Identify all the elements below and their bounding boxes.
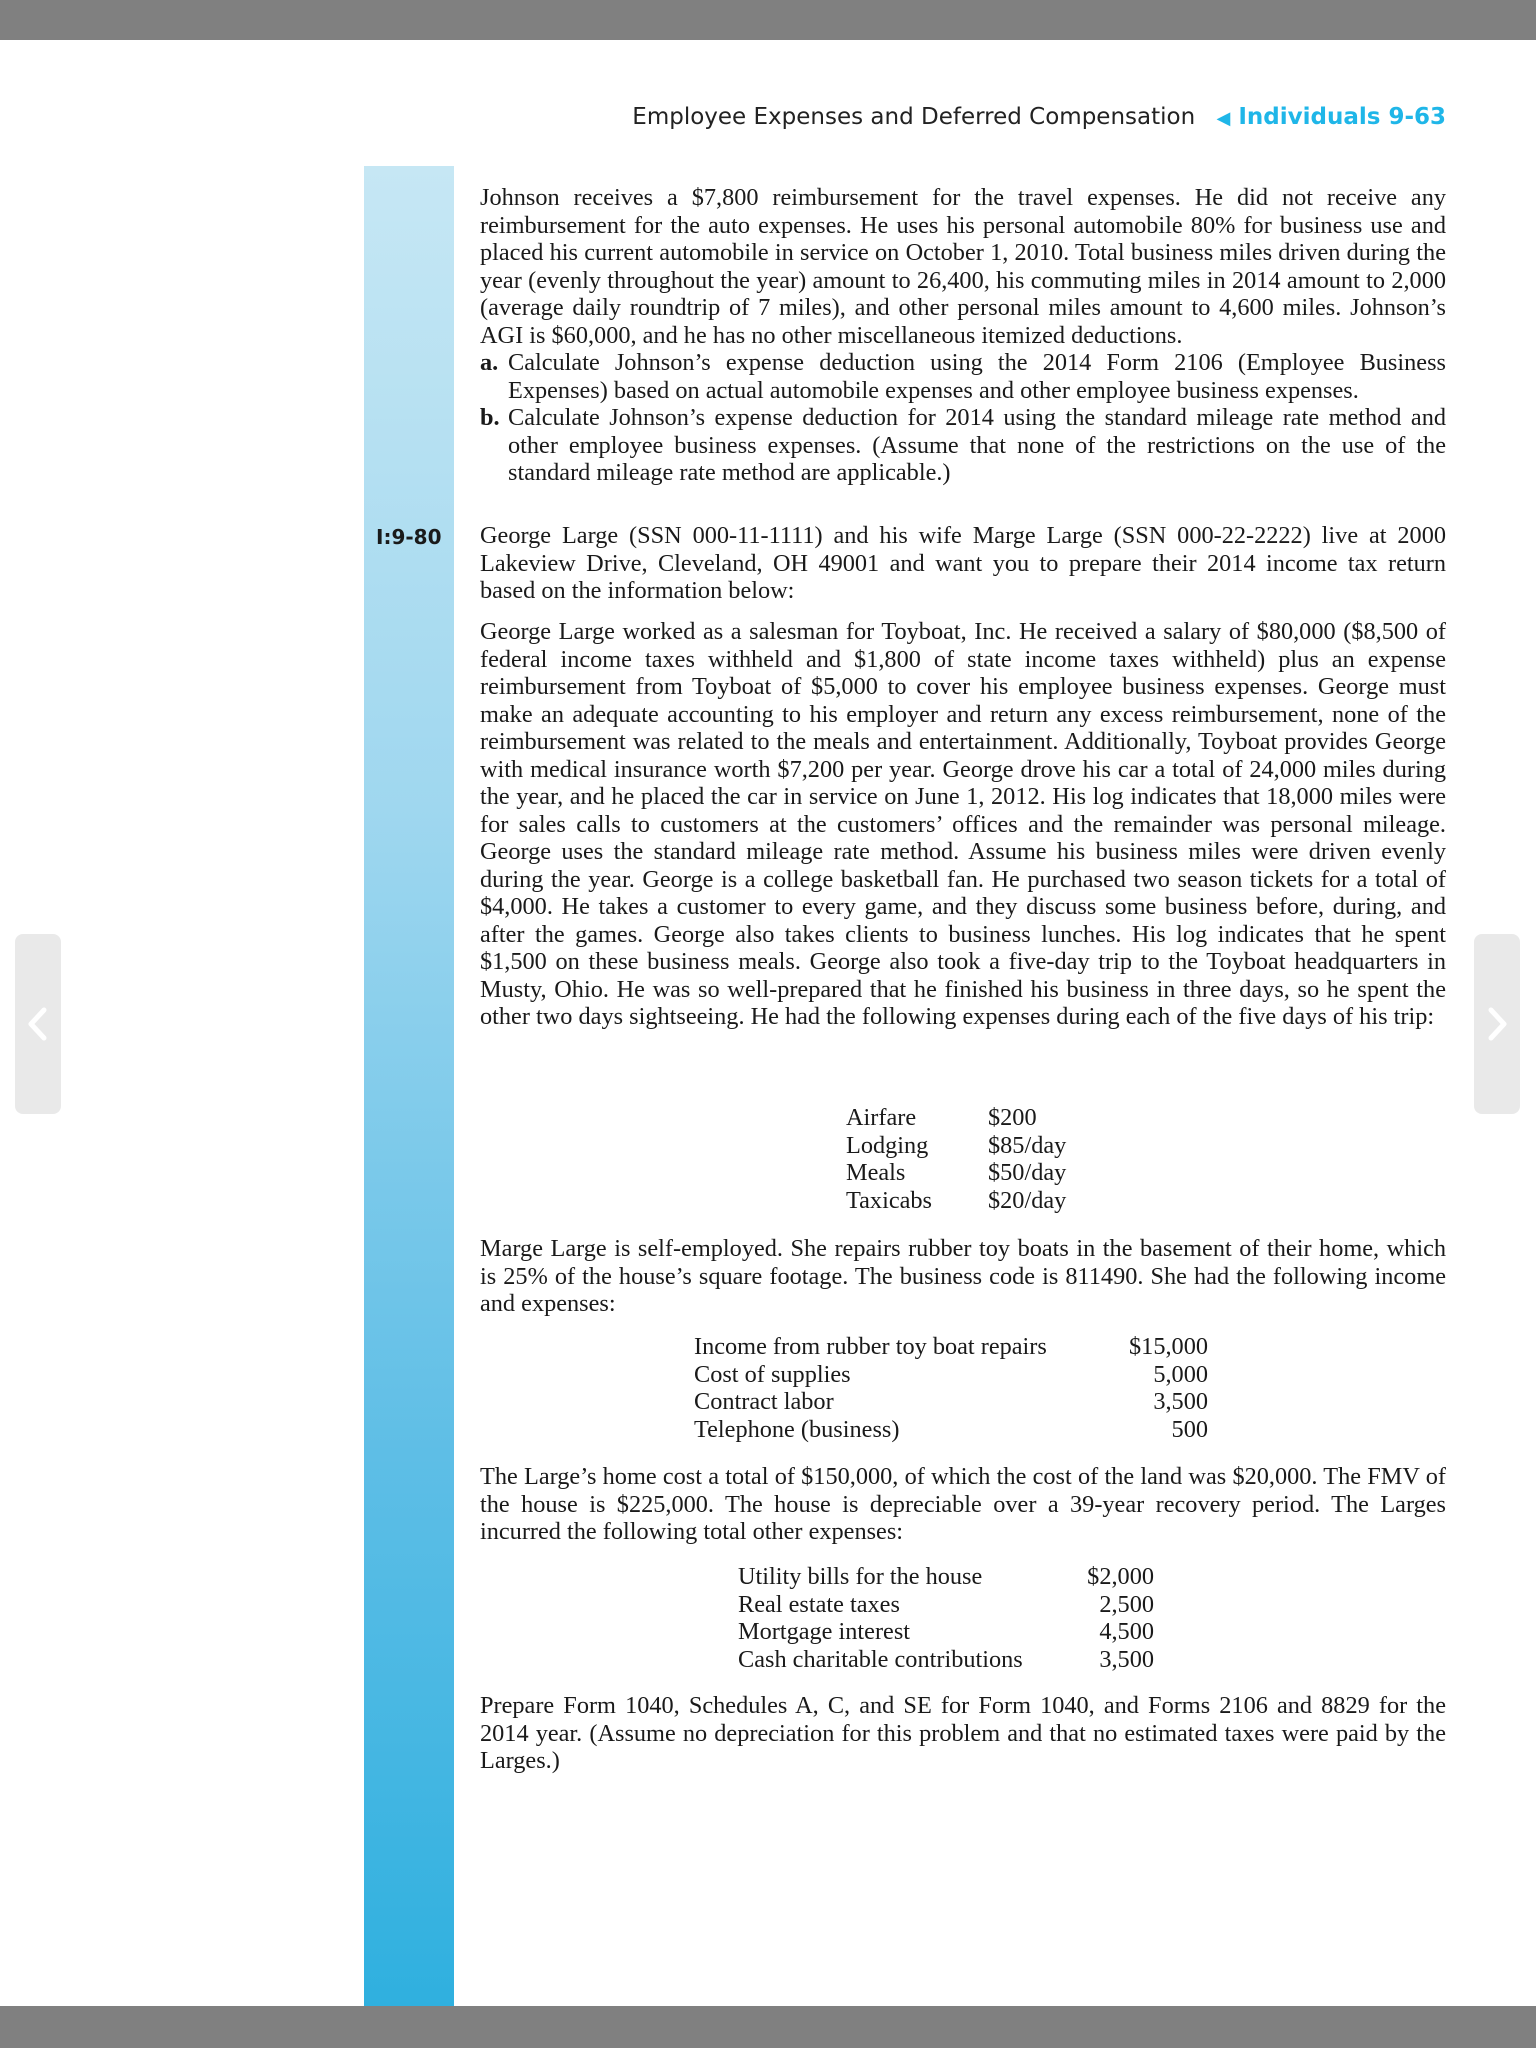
other-item: Utility bills for the house [738,1563,983,1590]
trip-expenses-table [846,1104,1066,1214]
other-amount: 3,500 [1099,1645,1154,1673]
table-row [694,1333,1208,1361]
expense-item: Lodging [846,1131,929,1159]
expense-item: Taxicabs [846,1186,932,1214]
marge-paragraph: Marge Large is self-employed. She repairs rubber toy boats in the basement of their home, which is 25% of the house’s square footage. The business code is 811490. She had the following income and expenses: [480,1235,1446,1317]
table-row [738,1646,1154,1674]
table-row [738,1618,1154,1646]
intro-paragraph: George Large (SSN 000-11-1111) and his wife Marge Large (SSN 000-22-2222) live at 2000 Lakeview Drive, Cleveland, OH 49001 and want you to prepare their 2014 income tax return based on the information below: [480,522,1446,604]
expense-item: Airfare [846,1104,917,1131]
item-text: Calculate Johnson’s expense deduction using the 2014 Form 2106 (Employee Business Expenses) based on actual automobile expenses and other employee business expenses. [508,349,1446,404]
chevron-left-icon [26,1006,50,1042]
section-page-number: Individuals 9-63 [1238,104,1446,130]
george-section [480,618,1446,1031]
expense-amount: $85/day [988,1131,1067,1159]
running-header [632,104,1446,130]
table-row [846,1104,1066,1132]
table-row [846,1159,1066,1187]
table-row [694,1361,1208,1389]
chevron-right-icon [1485,1006,1509,1042]
expense-amount: $200 [988,1104,1037,1131]
final-paragraph: Prepare Form 1040, Schedules A, C, and SE for Form 1040, and Forms 2106 and 8829 for the 2014 year. (Assume no depreciation for this problem and that no estimated taxes were paid by the Larges.) [480,1692,1446,1774]
expense-item: Meals [846,1159,906,1186]
table-row [694,1388,1208,1416]
marge-section [480,1235,1446,1318]
business-item: Cost of supplies [694,1360,851,1388]
item-text: Calculate Johnson’s expense deduction for 2014 using the standard mileage rate method and other employee business expenses. (Assume that none of the restrictions on the use of the standard mileage rate method are applicable.) [508,404,1446,486]
business-amount: 3,500 [1153,1388,1208,1415]
other-amount: 4,500 [1099,1618,1154,1645]
expense-amount: $50/day [988,1159,1067,1186]
expense-amount: $20/day [988,1186,1067,1214]
problem-intro [480,522,1446,605]
business-item: Telephone (business) [694,1415,900,1443]
home-paragraph: The Large’s home cost a total of $150,000, of which the cost of the land was $20,000. The FMV of the house is $225,000. The house is depreciable over a 39-year recovery period. The Larges incurred the following total other expenses: [480,1463,1446,1545]
george-paragraph: George Large worked as a salesman for Toyboat, Inc. He received a salary of $80,000 ($8,500 of federal income taxes withheld and $1,800 of state income taxes withheld) plus an expense reimbursement from Toyboat of $5,000 to cover his employee business expenses. George must make an adequate accounting to his employer and return any excess reimbursement, none of the reimbursement was related to the meals and entertainment. Additionally, Toyboat provides George with medical insurance worth $7,200 per year. George drove his car a total of 24,000 miles during the year, and he placed the car in service on June 1, 2012. His log indicates that 18,000 miles were for sales calls to customers at the customers’ offices and the remainder was personal mileage. George uses the standard mileage rate method. Assume his business miles were driven evenly during the year. George is a college basketball fan. He purchased two season tickets for a total of $4,000. He takes a customer to every game, and they discuss some business before, during, and after the games. George also takes clients to business lunches. His log indicates that he spent $1,500 on these business meals. George also took a five-day trip to the Toyboat headquarters in Musty, Ohio. He was so well-prepared that he finished his business in three days, so he spent the other two days sightseeing. He had the following expenses during each of the five days of his trip: [480,618,1446,1030]
margin-strip [364,166,454,2006]
table-row [846,1132,1066,1160]
other-amount: $2,000 [1087,1563,1154,1590]
johnson-item-b [480,404,1446,487]
section-label [1216,104,1446,130]
other-expenses-table [738,1563,1154,1673]
next-page-button[interactable] [1474,934,1520,1114]
previous-page-button[interactable] [15,934,61,1114]
business-amount: 500 [1171,1415,1208,1443]
item-label: a. [480,349,499,376]
top-toolbar-bar [0,0,1536,40]
problem-number: I:9-80 [376,525,442,549]
home-section [480,1463,1446,1546]
other-item: Cash charitable contributions [738,1645,1023,1673]
johnson-section [480,184,1446,487]
other-amount: 2,500 [1099,1590,1154,1618]
bottom-toolbar-bar [0,2006,1536,2048]
other-item: Real estate taxes [738,1590,900,1618]
johnson-item-a [480,349,1446,404]
johnson-paragraph: Johnson receives a $7,800 reimbursement for the travel expenses. He did not receive any reimbursement for the auto expenses. He uses his personal automobile 80% for business use and placed his current automobile in service on October 1, 2010. Total business miles driven during the year (evenly throughout the year) amount to 26,400, his commuting miles in 2014 amount to 2,000 (average daily roundtrip of 7 miles), and other personal miles amount to 4,600 miles. Johnson’s AGI is $60,000, and he has no other miscellaneous itemized deductions. [480,184,1446,349]
table-row [694,1416,1208,1444]
final-section [480,1692,1446,1775]
table-row [738,1563,1154,1591]
business-income-table [694,1333,1208,1443]
business-item: Contract labor [694,1388,834,1415]
other-item: Mortgage interest [738,1618,911,1645]
table-row [846,1187,1066,1215]
triangle-left-icon: ◀ [1216,108,1231,129]
chapter-title: Employee Expenses and Deferred Compensation [632,104,1196,130]
business-amount: 5,000 [1153,1360,1208,1388]
item-label: b. [480,404,500,431]
business-item: Income from rubber toy boat repairs [694,1333,1047,1360]
table-row [738,1591,1154,1619]
business-amount: $15,000 [1129,1333,1208,1360]
